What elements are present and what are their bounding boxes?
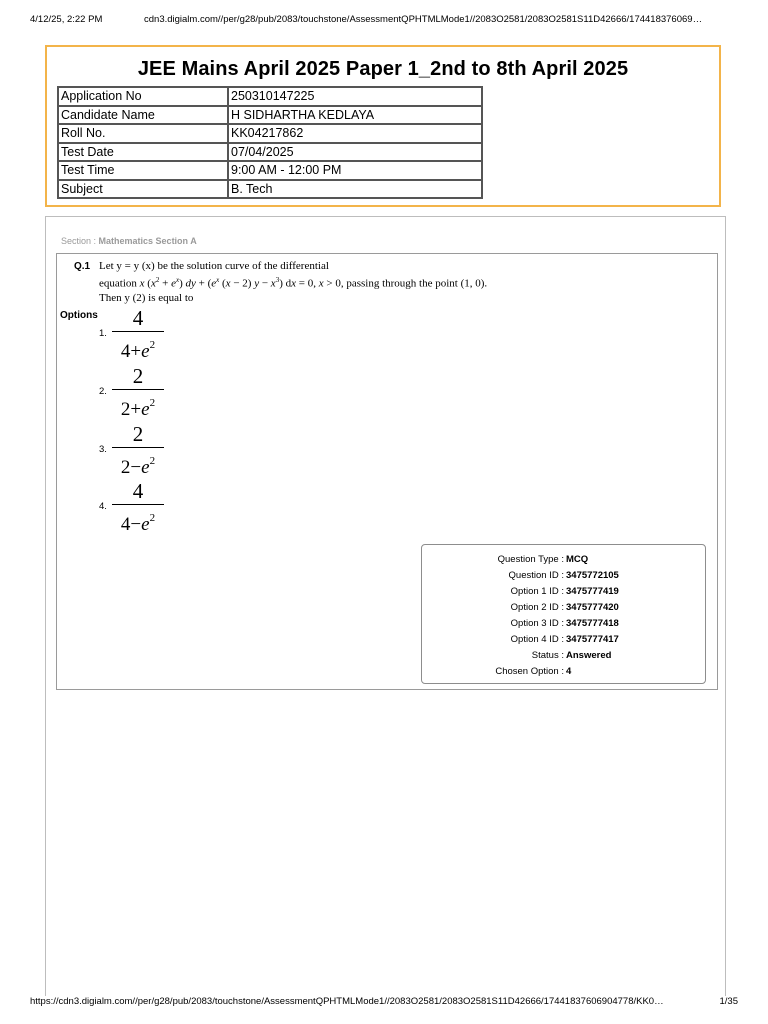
fraction-numerator: 4 [132,479,144,503]
option-3[interactable] [99,422,239,480]
page-number: 1/35 [719,996,738,1007]
option-number: 3. [99,444,107,455]
print-header [30,14,738,28]
meta-value: Answered [566,650,612,661]
option-fraction [112,479,164,536]
meta-label: Question ID : [508,570,564,581]
meta-row [422,554,705,570]
meta-row [422,602,705,618]
section-name: Mathematics Section A [98,236,197,246]
candidate-info-table [57,86,483,199]
meta-label: Status : [531,650,564,661]
fraction-bar [112,447,164,448]
question-text [99,259,659,305]
info-value: 9:00 AM - 12:00 PM [228,161,482,180]
print-header-url: cdn3.digialm.com//per/g28/pub/2083/touchstone/AssessmentQPHTMLMode1//2083O2581/2083O2581S11D42666/174418376069… [144,14,703,25]
question-number: Q.1 [74,261,91,272]
fraction-bar [112,331,164,332]
option-2[interactable] [99,364,239,422]
print-footer-url: https://cdn3.digialm.com//per/g28/pub/2083/touchstone/AssessmentQPHTMLMode1//2083O2581/2083O2581S11D42666/17441837606904778/KK0… [30,996,664,1007]
fraction-bar [112,389,164,390]
table-row [58,87,482,106]
meta-row [422,650,705,666]
options-label: Options [60,310,98,321]
meta-row [422,570,705,586]
question-line-3: Then y (2) is equal to [99,291,194,304]
info-value: 07/04/2025 [228,143,482,162]
meta-label: Question Type : [497,554,564,565]
info-value: B. Tech [228,180,482,199]
question-panel [45,216,726,996]
meta-value: 3475777419 [566,586,619,597]
info-key: Subject [58,180,228,199]
info-key: Application No [58,87,228,106]
section-label [61,236,197,246]
option-number: 2. [99,386,107,397]
info-key: Test Date [58,143,228,162]
option-number: 4. [99,501,107,512]
fraction-denominator: $2-e^2$ [120,455,156,478]
question-box [56,253,718,690]
section-prefix: Section : [61,236,99,246]
exam-title: JEE Mains April 2025 Paper 1_2nd to 8th April 2025 [137,58,629,80]
meta-value: MCQ [566,554,589,565]
meta-value: 3475772105 [566,570,619,581]
info-value: H SIDHARTHA KEDLAYA [228,106,482,125]
info-key: Candidate Name [58,106,228,125]
fraction-denominator: $4+e^2$ [120,339,156,362]
meta-value: 3475777418 [566,618,619,629]
fraction-denominator: $4-e^2$ [120,512,156,535]
option-fraction [112,364,164,421]
table-row [58,106,482,125]
meta-value: 3475777420 [566,602,619,613]
fraction-bar [112,504,164,505]
option-1[interactable] [99,306,239,364]
info-key: Test Time [58,161,228,180]
fraction-numerator: 2 [132,364,144,388]
meta-row [422,618,705,634]
option-fraction [112,306,164,363]
print-datetime: 4/12/25, 2:22 PM [30,14,103,25]
question-meta-box [421,544,706,684]
meta-label: Option 2 ID : [510,602,564,613]
meta-label: Chosen Option : [495,666,564,677]
exam-header-box [45,45,721,207]
info-key: Roll No. [58,124,228,143]
option-number: 1. [99,328,107,339]
meta-label: Option 4 ID : [510,634,564,645]
fraction-numerator: 2 [132,422,144,446]
meta-row [422,634,705,650]
table-row [58,143,482,162]
meta-label: Option 1 ID : [510,586,564,597]
question-equation: equation x $(x^2 + e^x)$ dy + ($e^x$ (x − 2) $y - x^3$) dx = 0, x > 0, passing through the point (1, 0). [99,276,488,290]
fraction-denominator: $2+e^2$ [120,397,156,420]
info-value: 250310147225 [228,87,482,106]
meta-value: 3475777417 [566,634,619,645]
option-4[interactable] [99,479,239,537]
print-footer [30,996,738,1010]
info-value: KK04217862 [228,124,482,143]
table-row [58,124,482,143]
question-line-1: Let y = y (x) be the solution curve of the differential [99,260,329,272]
fraction-numerator: 4 [132,306,144,330]
table-row [58,161,482,180]
meta-label: Option 3 ID : [510,618,564,629]
meta-row [422,666,705,682]
meta-row [422,586,705,602]
meta-value: 4 [566,666,572,677]
option-fraction [112,422,164,479]
table-row [58,180,482,199]
